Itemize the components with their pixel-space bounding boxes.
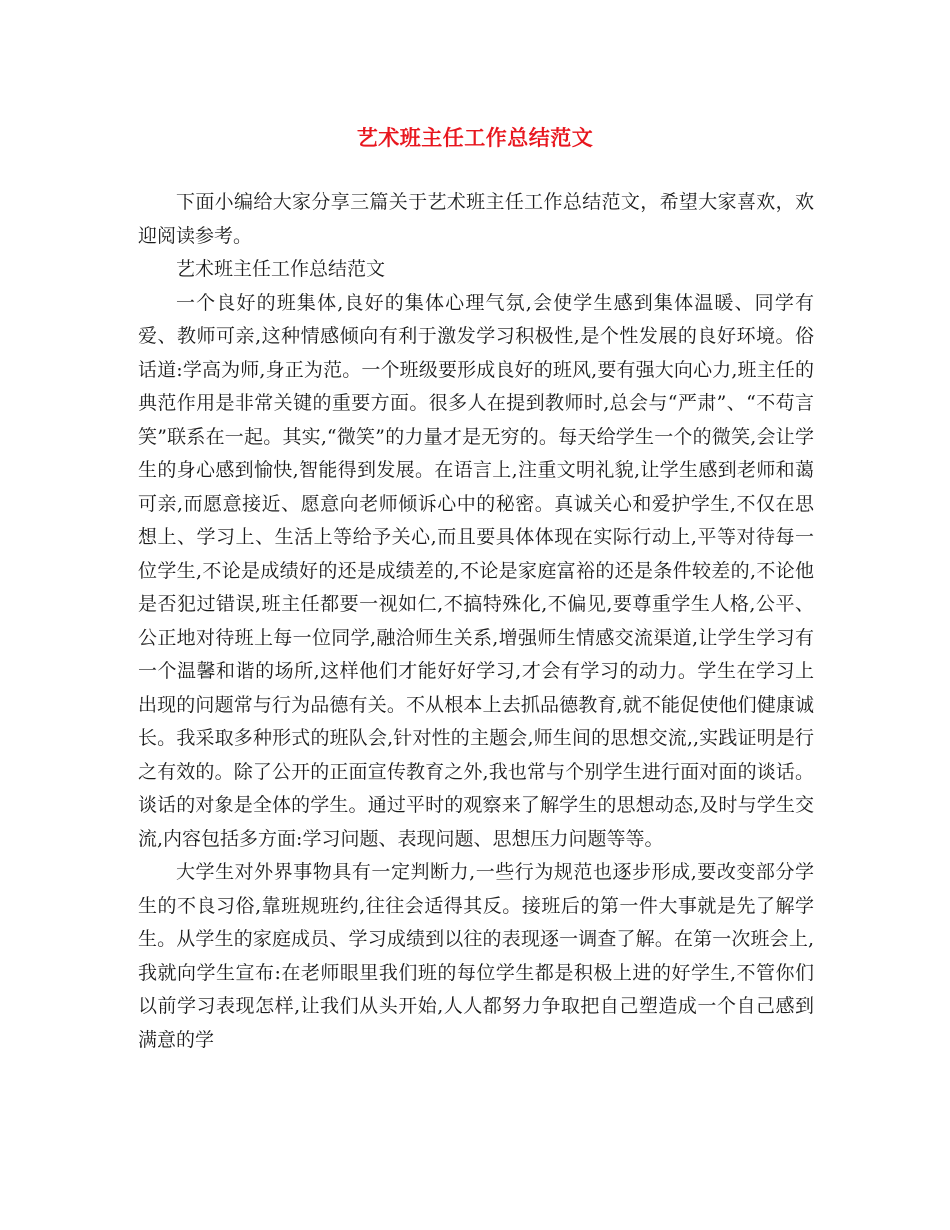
document-body [138,183,814,1057]
intro-paragraph: 下面小编给大家分享三篇关于艺术班主任工作总结范文，希望大家喜欢，欢迎阅读参考。 [138,191,814,247]
section-heading: 艺术班主任工作总结范文 [176,258,386,280]
body-paragraph: 一个良好的班集体,良好的集体心理气氛,会使学生感到集体温暖、同学有爱、教师可亲,这种情感倾向有利于激发学习积极性,是个性发展的良好环境。俗话道:学高为师,身正为范。一个班级要形成良好的班风,要有强大向心力,班主任的典范作用是非常关键的重要方面。很多人在提到教师时,总会与“严肃”、“不苟言笑”联系在一起。其实,“微笑”的力量才是无穷的。每天给学生一个的微笑,会让学生的身心感到愉快,智能得到发展。在语言上,注重文明礼貌,让学生感到老师和蔼可亲,而愿意接近、愿意向老师倾诉心中的秘密。真诚关心和爱护学生,不仅在思想上、学习上、生活上等给予关心,而且要具体体现在实际行动上,平等对待每一位学生,不论是成绩好的还是成绩差的,不论是家庭富裕的还是条件较差的,不论他是否犯过错误,班主任都要一视如仁,不搞特殊化,不偏见,要尊重学生人格,公平、公正地对待班上每一位同学,融洽师生关系,增强师生情感交流渠道,让学生学习有一个温馨和谐的场所,这样他们才能好好学习,才会有学习的动力。学生在学习上出现的问题常与行为品德有关。不从根本上去抓品德教育,就不能促使他们健康诚长。我采取多种形式的班队会,针对性的主题会,师生间的思想交流,,实践证明是行之有效的。除了公开的正面宣传教育之外,我也常与个别学生进行面对面的谈话。谈话的对象是全体的学生。通过平时的观察来了解学生的思想动态,及时与学生交流,内容包括多方面:学习问题、表现问题、思想压力问题等等。 [138,291,814,850]
document-title: 艺术班主任工作总结范文 [356,125,594,150]
body-paragraph: 大学生对外界事物具有一定判断力,一些行为规范也逐步形成,要改变部分学生的不良习俗,靠班规班约,往往会适得其反。接班后的第一件大事就是先了解学生。从学生的家庭成员、学习成绩到以往的表现逐一调查了解。在第一次班会上,我就向学生宣布:在老师眼里我们班的每位学生都是积极上进的好学生,不管你们以前学习表现怎样,让我们从头开始,人人都努力争取把自己塑造成一个自己感到满意的学 [138,861,814,1051]
